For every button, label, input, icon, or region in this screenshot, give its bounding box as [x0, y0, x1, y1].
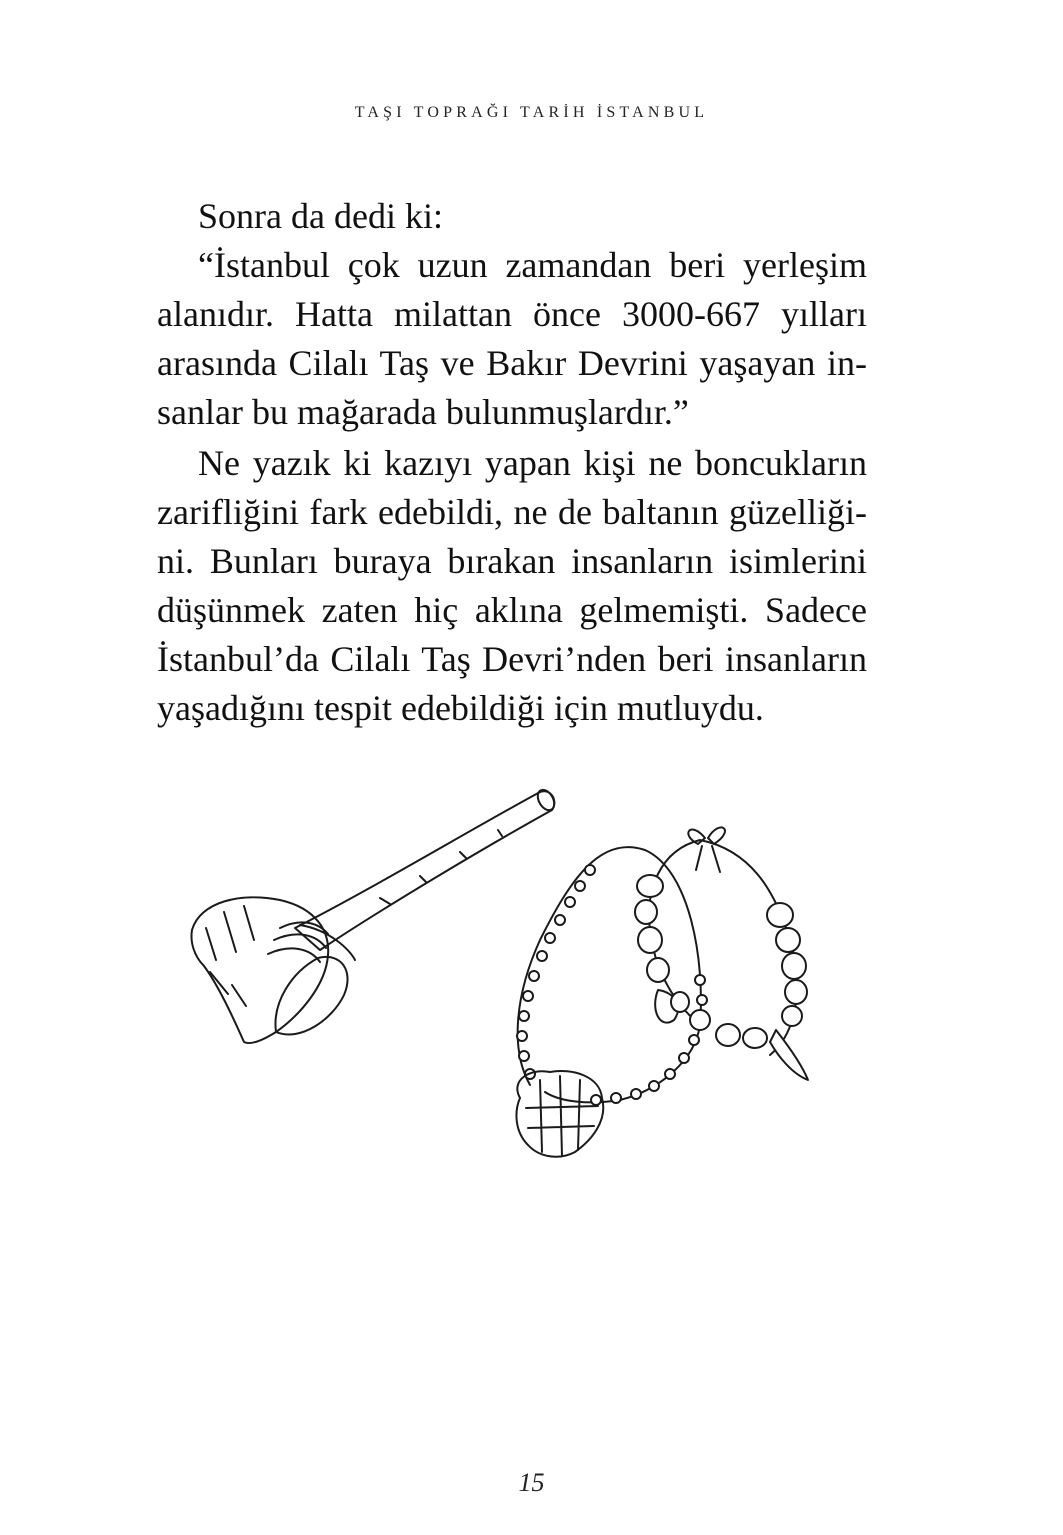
shell-beads	[635, 875, 808, 1080]
text-line: zarifliğini fark edebildi, ne de baltanın güzelliği-	[157, 492, 867, 532]
paragraph	[157, 192, 867, 241]
text-line: Ne yazık ki kazıyı yapan kişi ne boncukların	[198, 443, 867, 483]
axe-handle	[295, 787, 558, 950]
text-line: alanıdır. Hatta milattan önce 3000-667 yılları	[157, 294, 867, 334]
body-text	[157, 192, 867, 733]
illustration	[180, 780, 920, 1180]
text-line: yaşadığını tespit edebildiği için mutluydu.	[157, 688, 764, 728]
axe-head	[192, 897, 348, 1043]
text-line: ni. Bunları buraya bırakan insanların isimlerini	[157, 541, 867, 581]
text-line: arasında Cilalı Taş ve Bakır Devrini yaşayan in-	[157, 343, 867, 383]
stone-axe	[192, 787, 558, 1043]
illustration-drawing	[180, 780, 920, 1180]
text-line: sanlar bu mağarada bulunmuşlardır.”	[157, 392, 689, 432]
text-line: “İstanbul çok uzun zamandan beri yerleşim	[198, 245, 867, 285]
beads	[517, 865, 707, 1105]
text-line: düşünmek zaten hiç aklına gelmemişti. Sadece	[157, 590, 867, 630]
text-line: İstanbul’da Cilalı Taş Devri’nden beri insanların	[157, 639, 867, 679]
shell-bead-necklace	[635, 827, 808, 1080]
page-number: 15	[518, 1468, 545, 1497]
text-line: Sonra da dedi ki:	[198, 196, 443, 236]
paragraph	[157, 241, 867, 437]
paragraph	[157, 439, 867, 733]
running-header: TAŞI TOPRAĞI TARİH İSTANBUL	[354, 104, 709, 121]
bow	[688, 827, 725, 872]
